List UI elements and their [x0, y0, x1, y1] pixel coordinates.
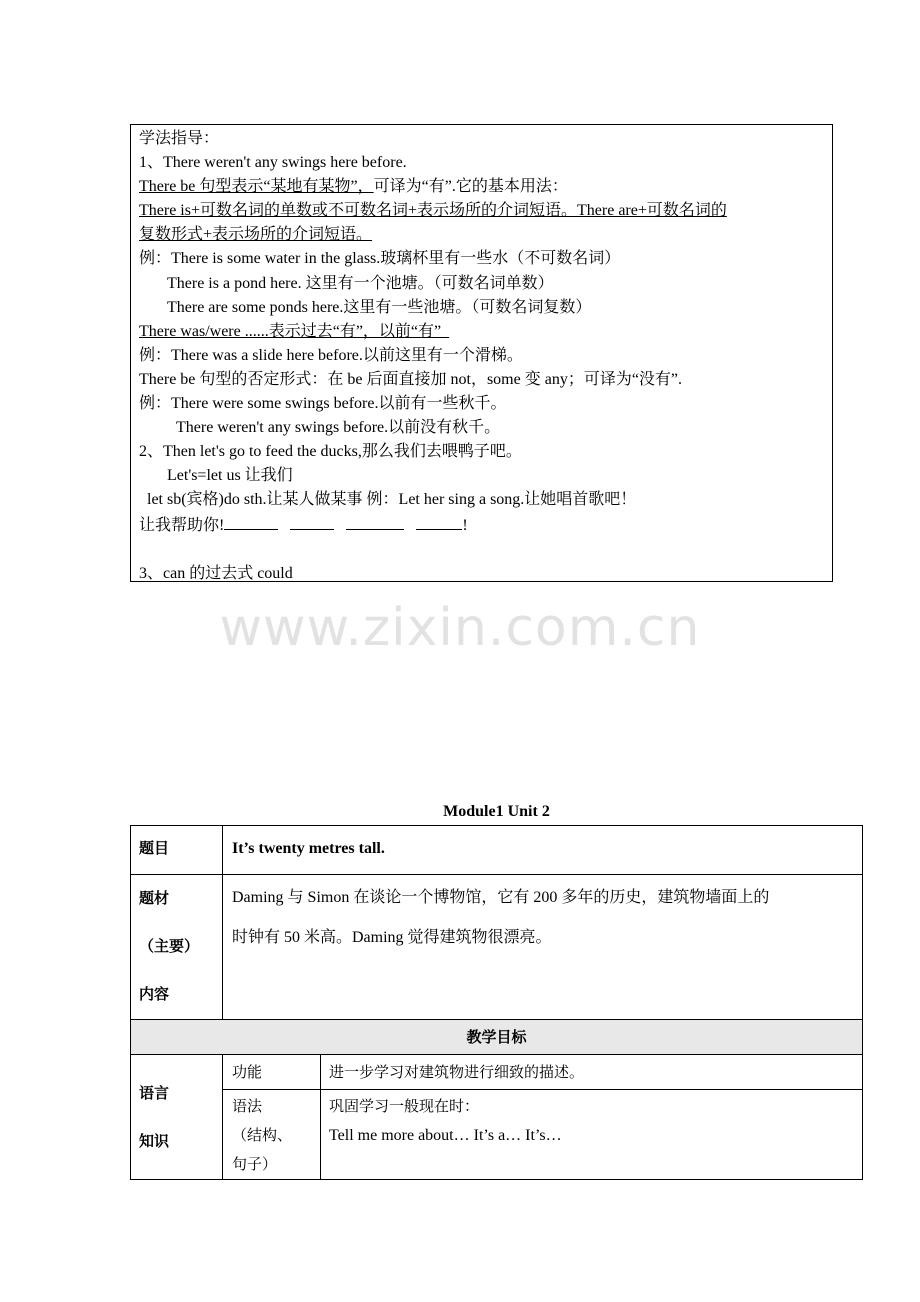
- knowledge-label: 知识: [139, 1132, 170, 1150]
- example-pond: There is a pond here. 这里有一个池塘。（可数名词单数）: [167, 274, 554, 292]
- lesson-plan-table: [130, 825, 863, 1180]
- grammar-label-1: 语法: [232, 1097, 263, 1115]
- content-label: [131, 875, 223, 1020]
- let-sb-do-sth: let sb(宾格)do sth.让某人做某事 例：Let her sing a song.让她唱首歌吧！: [147, 491, 637, 509]
- empty-line: [139, 538, 824, 562]
- study-guide-heading: 学法指导：: [139, 130, 220, 147]
- example-water: 例：There is some water in the glass.玻璃杯里有一些水（不可数名词）: [139, 250, 621, 268]
- there-be-underlined: There be 句型表示“某地有某物”，: [139, 178, 374, 196]
- exercise-end: !: [462, 516, 468, 534]
- goals-heading: 教学目标: [131, 1020, 863, 1055]
- grammar-value: [321, 1090, 863, 1180]
- answer-blank-3[interactable]: [346, 513, 404, 530]
- lets-expansion: Let's=let us 让我们: [167, 467, 293, 485]
- grammar-value-1: 巩固学习一般现在时：: [329, 1097, 480, 1115]
- content-line-1: Daming 与 Simon 在谈论一个博物馆，它有 200 多年的历史，建筑物墙面上的: [232, 889, 770, 906]
- function-label: 功能: [223, 1055, 321, 1090]
- language-knowledge-label: [131, 1055, 223, 1180]
- there-be-meaning: [139, 175, 824, 199]
- there-be-usage-2: 复数形式+表示场所的介词短语。: [139, 226, 373, 244]
- answer-blank-4[interactable]: [416, 513, 462, 530]
- grammar-label: [223, 1090, 321, 1180]
- content-label-2: （主要）: [139, 937, 200, 955]
- there-be-translation: 可译为“有”.它的基本用法：: [373, 178, 568, 196]
- negative-form: There be 句型的否定形式：在 be 后面直接加 not，some 变 any；可译为“没有”.: [139, 370, 683, 388]
- language-label: 语言: [139, 1084, 170, 1102]
- example-slide: 例：There was a slide here before.以前这里有一个滑梯。: [139, 346, 523, 364]
- content-row: [131, 875, 863, 1020]
- point-2: 2、Then let's go to feed the ducks,那么我们去喂鸭子吧。: [139, 443, 522, 461]
- answer-blank-1[interactable]: [224, 513, 278, 530]
- point-3: 3、can 的过去式 could: [139, 564, 293, 582]
- content-label-3: 内容: [139, 985, 170, 1003]
- there-was-were: There was/were ......表示过去“有”，以前“有”: [139, 322, 450, 340]
- example-no-swings: There weren't any swings before.以前没有秋千。: [176, 419, 501, 437]
- function-row: [131, 1055, 863, 1090]
- exercise-prompt: 让我帮助你!: [139, 516, 225, 534]
- topic-row: [131, 826, 863, 875]
- answer-blank-2[interactable]: [290, 513, 334, 530]
- grammar-value-2: Tell me more about… It’s a… It’s…: [329, 1127, 562, 1144]
- content-line-2: 时钟有 50 米高。Daming 觉得建筑物很漂亮。: [232, 929, 552, 946]
- there-be-usage-1: There is+可数名词的单数或不可数名词+表示场所的介词短语。There are+可数名词的: [139, 202, 727, 220]
- module-title: Module1 Unit 2: [443, 803, 550, 820]
- grammar-label-3: 句子）: [232, 1155, 278, 1173]
- function-value: 进一步学习对建筑物进行细致的描述。: [321, 1055, 863, 1090]
- study-guide-box: [130, 124, 833, 582]
- grammar-row: [131, 1090, 863, 1180]
- topic-value: It’s twenty metres tall.: [223, 826, 863, 875]
- topic-label: 题目: [131, 826, 223, 875]
- example-ponds: There are some ponds here.这里有一些池塘。（可数名词复数）: [167, 298, 592, 316]
- content-label-1: 题材: [139, 889, 170, 907]
- watermark: www.zixin.com.cn: [219, 598, 701, 658]
- content-value: [223, 875, 863, 1020]
- fill-in-exercise: [139, 513, 824, 538]
- grammar-label-2: （结构、: [232, 1126, 293, 1144]
- example-swings: 例：There were some swings before.以前有一些秋千。: [139, 395, 507, 413]
- goals-heading-row: [131, 1020, 863, 1055]
- point-1: 1、There weren't any swings here before.: [139, 154, 407, 172]
